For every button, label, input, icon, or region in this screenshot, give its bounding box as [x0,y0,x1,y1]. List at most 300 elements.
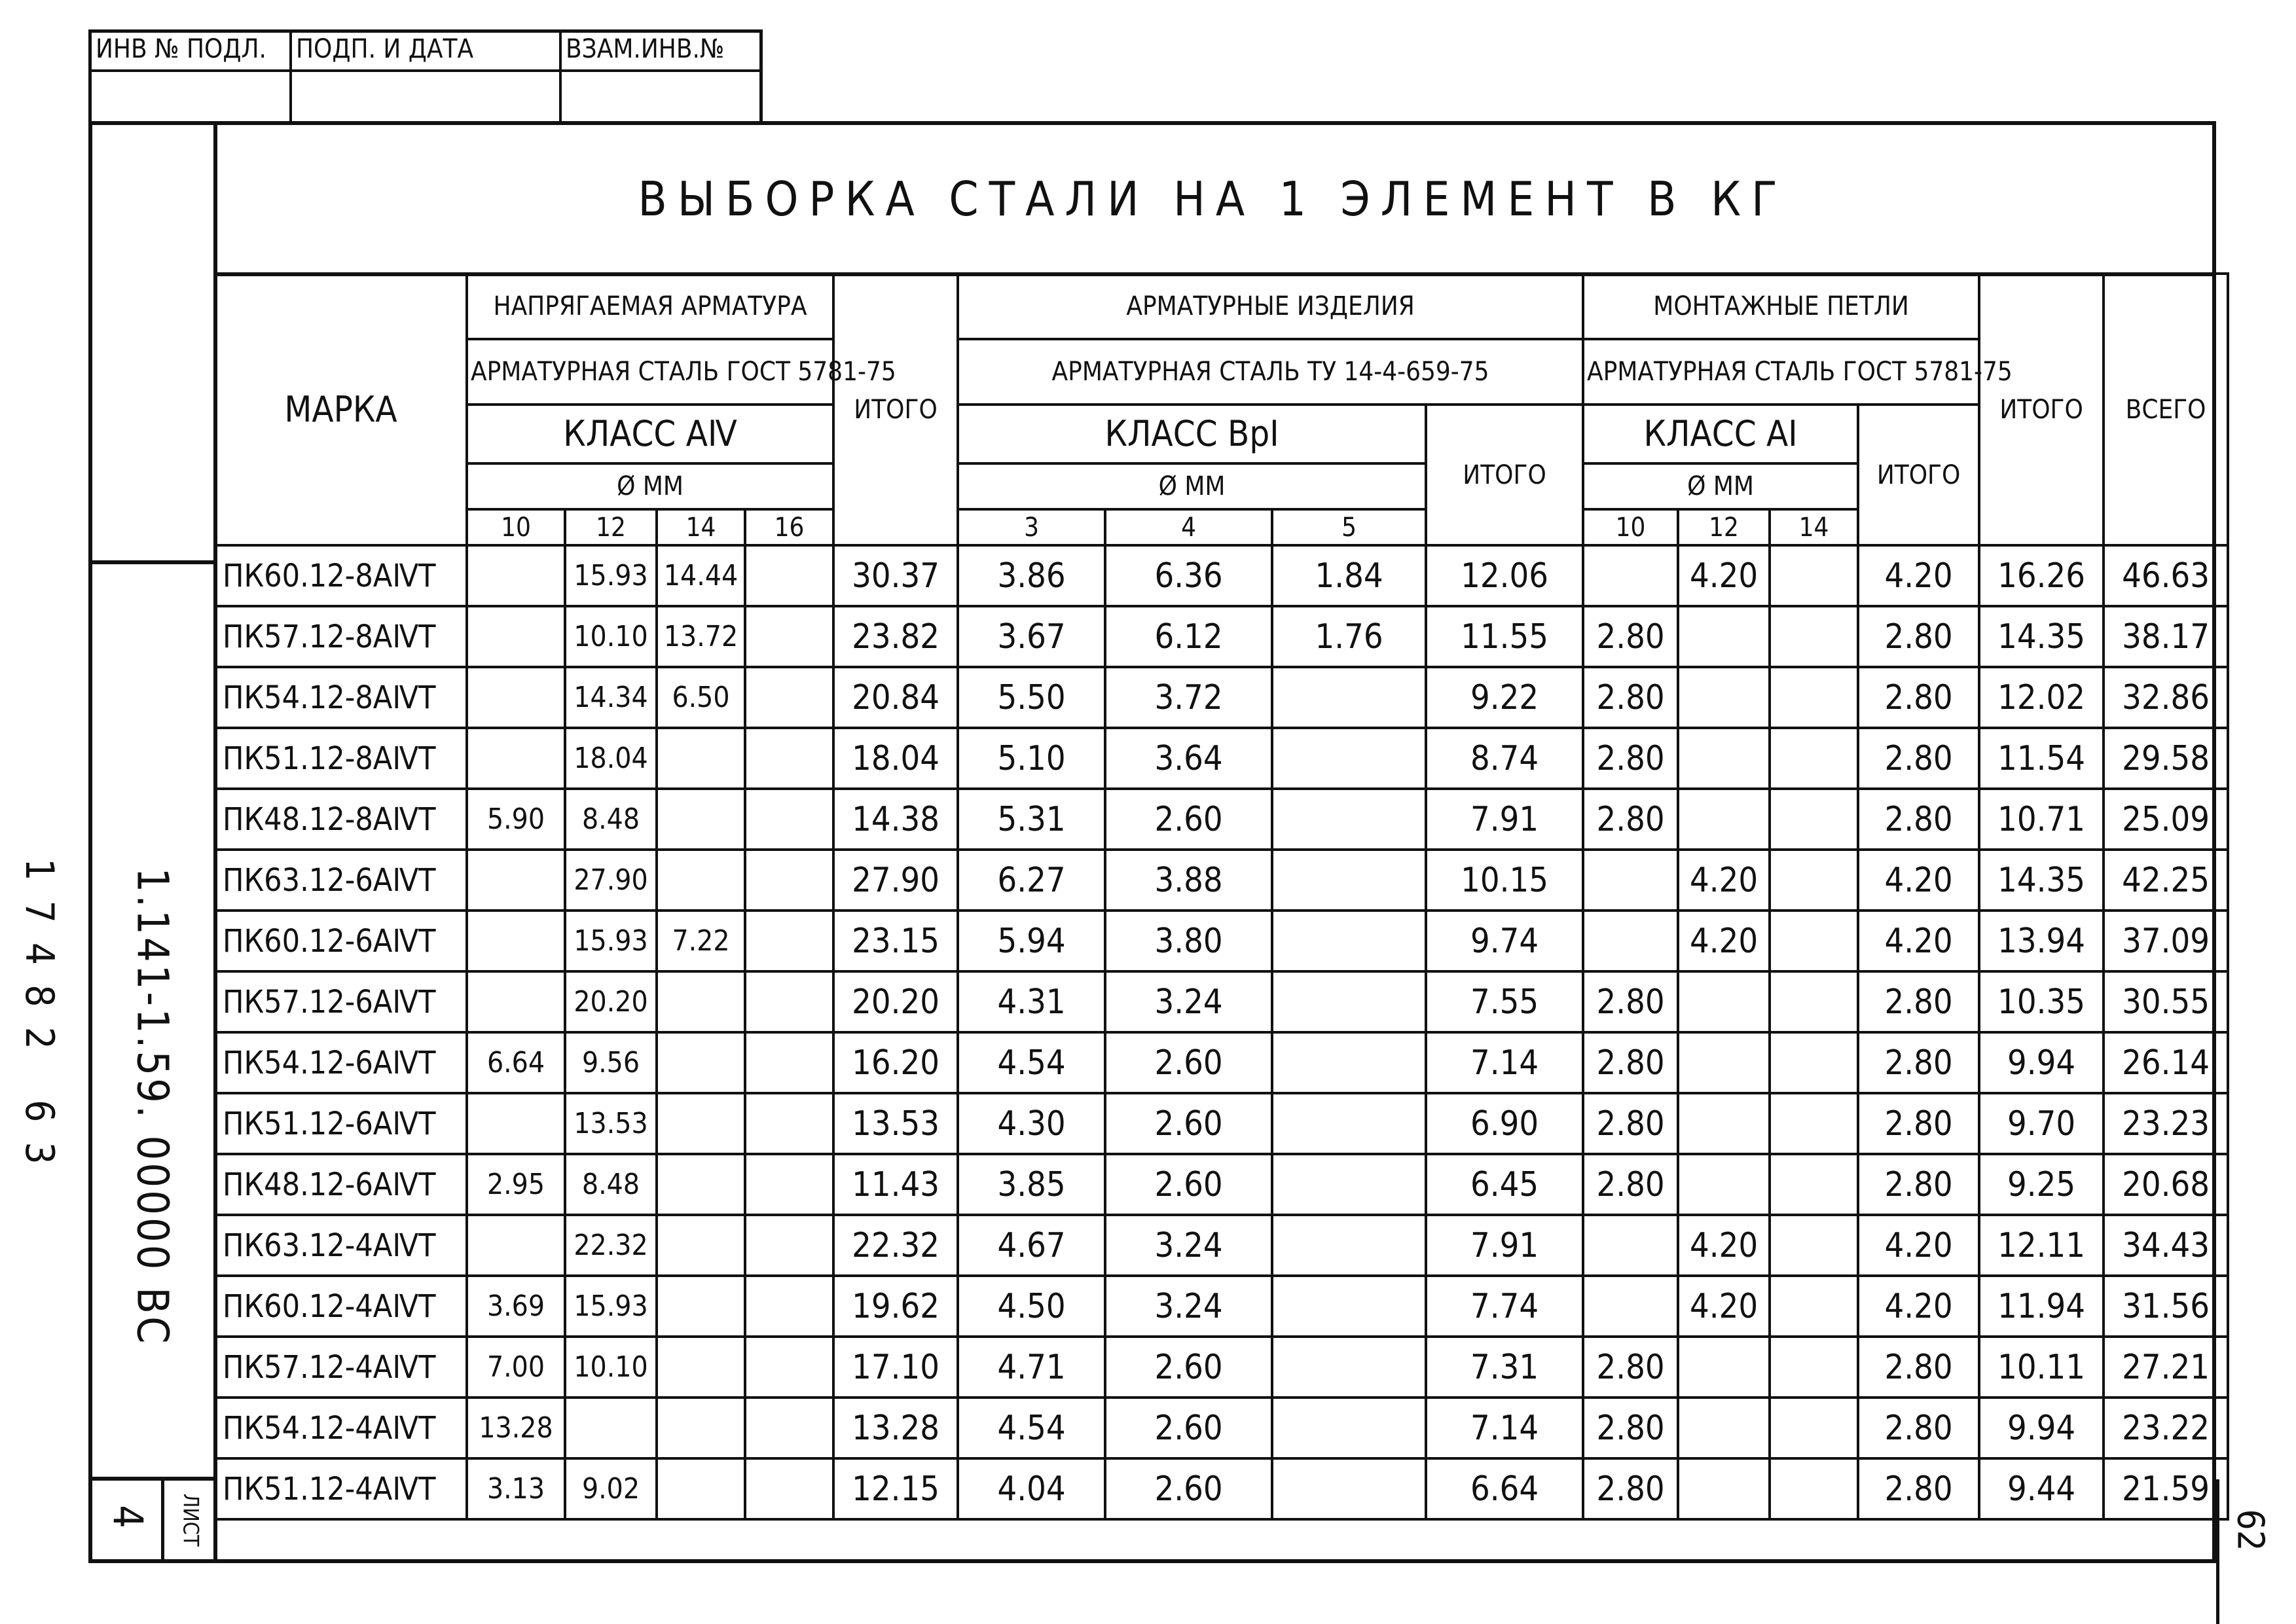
cell-vsego: 29.58 [2104,728,2228,789]
header-d3-10: 10 [1583,509,1678,545]
header-group3-title: МОНТАЖНЫЕ ПЕТЛИ [1583,274,1979,339]
cell-d1-14: 13.72 [657,606,745,667]
cell-d3-12 [1678,971,1770,1032]
cell-itogo: 11.94 [1979,1276,2104,1337]
cell-d2-3: 3.85 [958,1154,1105,1215]
cell-itogo2: 7.31 [1426,1337,1583,1398]
cell-itogo2: 7.55 [1426,971,1583,1032]
cell-d3-12 [1678,789,1770,850]
cell-d2-5 [1272,1032,1426,1093]
cell-d1-16 [745,1093,833,1154]
cell-mark: ПК54.12-8АⅣТ [215,667,467,728]
cell-vsego: 34.43 [2104,1215,2228,1276]
cell-mark: ПК51.12-8АⅣТ [215,728,467,789]
cell-d3-10: 2.80 [1583,1032,1678,1093]
cell-d2-3: 6.27 [958,850,1105,911]
page-number: 62 [2229,1509,2272,1551]
cell-d1-10 [467,971,565,1032]
cell-d3-14 [1770,911,1858,971]
cell-itogo2: 9.74 [1426,911,1583,971]
cell-d2-4: 2.60 [1105,1337,1272,1398]
cell-d3-10: 2.80 [1583,789,1678,850]
cell-itogo2: 7.91 [1426,1215,1583,1276]
cell-itogo1: 13.53 [833,1093,958,1154]
cell-d2-3: 4.67 [958,1215,1105,1276]
cell-d2-3: 3.86 [958,545,1105,606]
cell-d1-12: 14.34 [565,667,657,728]
header-d1-16: 16 [745,509,833,545]
header-group2-class: КЛАСС ВрI [958,405,1426,463]
cell-d2-3: 5.94 [958,911,1105,971]
cell-d2-5: 1.84 [1272,545,1426,606]
cell-d2-4: 2.60 [1105,1032,1272,1093]
cell-d1-10 [467,850,565,911]
cell-d1-12: 9.56 [565,1032,657,1093]
cell-itogo3: 2.80 [1858,1398,1979,1458]
table-row [215,789,2228,850]
cell-d1-12: 15.93 [565,545,657,606]
cell-d1-12: 13.53 [565,1093,657,1154]
cell-d2-3: 4.04 [958,1458,1105,1519]
cell-d1-14: 6.50 [657,667,745,728]
cell-d2-5 [1272,789,1426,850]
cell-itogo3: 2.80 [1858,1032,1979,1093]
table-row [215,850,2228,911]
sheet-box [92,1477,213,1559]
cell-vsego: 25.09 [2104,789,2228,850]
cell-d3-14 [1770,1276,1858,1337]
cell-d1-10 [467,728,565,789]
table-row [215,1398,2228,1458]
cell-d1-14 [657,728,745,789]
cell-mark: ПК54.12-4АⅣТ [215,1398,467,1458]
cell-d1-16 [745,1458,833,1519]
cell-d1-12: 20.20 [565,971,657,1032]
cell-d1-16 [745,1337,833,1398]
header-group1-steel: АРМАТУРНАЯ СТАЛЬ ГОСТ 5781-75 [467,339,833,405]
cell-d1-12: 15.93 [565,1276,657,1337]
cell-d1-10 [467,1215,565,1276]
cell-d1-16 [745,1032,833,1093]
cell-itogo3: 2.80 [1858,667,1979,728]
cell-d3-14 [1770,1215,1858,1276]
cell-d1-10: 13.28 [467,1398,565,1458]
table-row [215,606,2228,667]
cell-d3-10: 2.80 [1583,667,1678,728]
cell-mark: ПК48.12-6АⅣТ [215,1154,467,1215]
cell-d2-3: 4.31 [958,971,1105,1032]
cell-d1-14 [657,1032,745,1093]
cell-itogo2: 7.14 [1426,1032,1583,1093]
cell-d2-4: 2.60 [1105,1093,1272,1154]
cell-d3-10: 2.80 [1583,1154,1678,1215]
cell-vsego: 27.21 [2104,1337,2228,1398]
cell-d2-3: 5.50 [958,667,1105,728]
cell-d1-12: 18.04 [565,728,657,789]
cell-d1-14 [657,1398,745,1458]
cell-itogo: 9.70 [1979,1093,2104,1154]
cell-d3-10: 2.80 [1583,1458,1678,1519]
stamp-inv-value [90,71,291,123]
cell-itogo: 10.71 [1979,789,2104,850]
cell-d1-16 [745,971,833,1032]
cell-d3-12: 4.20 [1678,850,1770,911]
sheet-label-cell [161,1481,217,1559]
cell-d2-3: 5.10 [958,728,1105,789]
cell-d3-12: 4.20 [1678,911,1770,971]
archive-number: 17482 63 [16,858,62,1184]
left-strip [92,125,217,1559]
cell-d1-10 [467,1093,565,1154]
cell-d2-5 [1272,971,1426,1032]
drawing-frame [88,121,2216,1563]
cell-d2-4: 2.60 [1105,789,1272,850]
cell-mark: ПК51.12-6АⅣТ [215,1093,467,1154]
cell-d2-3: 5.31 [958,789,1105,850]
cell-d3-14 [1770,606,1858,667]
cell-itogo2: 7.14 [1426,1398,1583,1458]
header-itogo: ИТОГО [1979,274,2104,545]
cell-itogo3: 4.20 [1858,1276,1979,1337]
cell-d1-14 [657,789,745,850]
cell-vsego: 31.56 [2104,1276,2228,1337]
cell-itogo1: 27.90 [833,850,958,911]
cell-d3-10 [1583,911,1678,971]
cell-d2-5 [1272,1398,1426,1458]
cell-itogo2: 9.22 [1426,667,1583,728]
cell-itogo2: 6.64 [1426,1458,1583,1519]
cell-d3-12 [1678,606,1770,667]
cell-mark: ПК57.12-4АⅣТ [215,1337,467,1398]
cell-itogo2: 8.74 [1426,728,1583,789]
header-d1-14: 14 [657,509,745,545]
header-d2-5: 5 [1272,509,1426,545]
cell-d1-10: 6.64 [467,1032,565,1093]
cell-d1-10 [467,606,565,667]
cell-vsego: 26.14 [2104,1032,2228,1093]
cell-d3-12 [1678,1154,1770,1215]
cell-d1-16 [745,789,833,850]
cell-itogo3: 4.20 [1858,1215,1979,1276]
cell-itogo: 14.35 [1979,606,2104,667]
cell-d1-12 [565,1398,657,1458]
cell-d3-12: 4.20 [1678,1215,1770,1276]
cell-itogo: 10.35 [1979,971,2104,1032]
cell-itogo: 13.94 [1979,911,2104,971]
cell-vsego: 32.86 [2104,667,2228,728]
cell-d1-10: 5.90 [467,789,565,850]
cell-d3-10 [1583,850,1678,911]
cell-vsego: 42.25 [2104,850,2228,911]
cell-d3-14 [1770,1032,1858,1093]
cell-d1-12: 9.02 [565,1458,657,1519]
cell-d1-10: 2.95 [467,1154,565,1215]
cell-itogo1: 30.37 [833,545,958,606]
table-body [215,545,2228,1519]
cell-itogo: 9.25 [1979,1154,2104,1215]
table-row [215,911,2228,971]
cell-itogo3: 4.20 [1858,850,1979,911]
cell-vsego: 23.23 [2104,1093,2228,1154]
cell-itogo2: 7.74 [1426,1276,1583,1337]
cell-d3-14 [1770,1093,1858,1154]
cell-mark: ПК54.12-6АⅣТ [215,1032,467,1093]
cell-d3-10 [1583,545,1678,606]
cell-d1-10: 3.13 [467,1458,565,1519]
cell-d1-14 [657,1154,745,1215]
cell-itogo2: 7.91 [1426,789,1583,850]
cell-d2-5 [1272,911,1426,971]
cell-vsego: 20.68 [2104,1154,2228,1215]
cell-mark: ПК60.12-4АⅣТ [215,1276,467,1337]
cell-vsego: 46.63 [2104,545,2228,606]
table-row [215,728,2228,789]
header-d1-12: 12 [565,509,657,545]
stamp-replace-value [560,71,761,123]
header-d3-14: 14 [1770,509,1858,545]
document-code: 1.141-1.59. 00000 ВС [127,867,178,1346]
cell-itogo1: 20.84 [833,667,958,728]
cell-itogo1: 11.43 [833,1154,958,1215]
stamp-replace-label: ВЗАМ.ИНВ.№ [560,31,761,71]
table-row [215,545,2228,606]
cell-itogo1: 20.20 [833,971,958,1032]
cell-d1-16 [745,1276,833,1337]
header-group3-steel: АРМАТУРНАЯ СТАЛЬ ГОСТ 5781-75 [1583,339,1979,405]
cell-itogo2: 10.15 [1426,850,1583,911]
cell-d2-4: 6.12 [1105,606,1272,667]
table-row [215,1032,2228,1093]
cell-d3-12 [1678,1032,1770,1093]
cell-d1-16 [745,606,833,667]
cell-itogo: 12.02 [1979,667,2104,728]
cell-d3-12 [1678,1337,1770,1398]
header-group2-title: АРМАТУРНЫЕ ИЗДЕЛИЯ [958,274,1583,339]
header-mark: МАРКА [215,274,467,545]
cell-d3-12 [1678,1398,1770,1458]
cell-d1-16 [745,1215,833,1276]
cell-d3-12: 4.20 [1678,545,1770,606]
header-group1-dia: Ø ММ [467,463,833,509]
cell-d3-10: 2.80 [1583,1398,1678,1458]
cell-d3-14 [1770,1154,1858,1215]
table-row [215,971,2228,1032]
cell-d2-5 [1272,1154,1426,1215]
cell-d3-14 [1770,1458,1858,1519]
cell-d3-14 [1770,971,1858,1032]
cell-d3-14 [1770,1337,1858,1398]
cell-d3-12 [1678,1093,1770,1154]
cell-d2-4: 3.24 [1105,971,1272,1032]
header-group2-dia: Ø ММ [958,463,1426,509]
cell-d2-5 [1272,850,1426,911]
cell-d1-16 [745,545,833,606]
cell-itogo2: 11.55 [1426,606,1583,667]
cell-itogo3: 4.20 [1858,545,1979,606]
cell-mark: ПК51.12-4АⅣТ [215,1458,467,1519]
cell-d1-16 [745,911,833,971]
cell-vsego: 30.55 [2104,971,2228,1032]
cell-d3-12 [1678,1458,1770,1519]
cell-itogo1: 23.15 [833,911,958,971]
cell-itogo1: 16.20 [833,1032,958,1093]
header-itogo1: ИТОГО [833,274,958,545]
header-group1-class: КЛАСС АⅣ [467,405,833,463]
cell-itogo: 9.94 [1979,1032,2104,1093]
cell-itogo1: 19.62 [833,1276,958,1337]
header-itogo2: ИТОГО [1426,405,1583,545]
cell-d1-10 [467,911,565,971]
cell-d3-14 [1770,545,1858,606]
cell-d3-12: 4.20 [1678,1276,1770,1337]
cell-d2-4: 2.60 [1105,1458,1272,1519]
header-group3-class: КЛАСС АI [1583,405,1858,463]
cell-itogo3: 2.80 [1858,1337,1979,1398]
cell-d2-4: 3.64 [1105,728,1272,789]
cell-mark: ПК57.12-8АⅣТ [215,606,467,667]
cell-d3-10 [1583,1215,1678,1276]
cell-d1-14 [657,971,745,1032]
header-itogo3: ИТОГО [1858,405,1979,545]
cell-d2-4: 3.72 [1105,667,1272,728]
cell-d2-5 [1272,728,1426,789]
cell-itogo1: 13.28 [833,1398,958,1458]
cell-d2-4: 2.60 [1105,1398,1272,1458]
table-row [215,1154,2228,1215]
cell-d1-12: 8.48 [565,1154,657,1215]
cell-d2-4: 3.80 [1105,911,1272,971]
header-d3-12: 12 [1678,509,1770,545]
cell-d3-12 [1678,728,1770,789]
cell-d3-12 [1678,667,1770,728]
table-row [215,667,2228,728]
cell-d3-10: 2.80 [1583,1337,1678,1398]
cell-d2-5 [1272,1093,1426,1154]
cell-d3-10: 2.80 [1583,728,1678,789]
cell-itogo3: 2.80 [1858,728,1979,789]
cell-vsego: 38.17 [2104,606,2228,667]
steel-selection-table [213,272,2229,1521]
cell-itogo: 12.11 [1979,1215,2104,1276]
cell-mark: ПК48.12-8АⅣТ [215,789,467,850]
cell-itogo2: 6.45 [1426,1154,1583,1215]
cell-d2-5: 1.76 [1272,606,1426,667]
cell-itogo3: 2.80 [1858,1093,1979,1154]
cell-itogo1: 17.10 [833,1337,958,1398]
header-d2-3: 3 [958,509,1105,545]
cell-d2-3: 4.30 [958,1093,1105,1154]
cell-d2-3: 4.54 [958,1398,1105,1458]
cell-itogo: 9.94 [1979,1398,2104,1458]
header-vsego: ВСЕГО [2104,274,2228,545]
cell-d3-10: 2.80 [1583,1093,1678,1154]
cell-d1-14 [657,1458,745,1519]
cell-d1-16 [745,1398,833,1458]
cell-d3-14 [1770,850,1858,911]
stamp-inv-label: ИНВ № ПОДЛ. [90,31,291,71]
cell-mark: ПК60.12-6АⅣТ [215,911,467,971]
cell-d1-12: 10.10 [565,1337,657,1398]
cell-vsego: 37.09 [2104,911,2228,971]
cell-itogo2: 6.90 [1426,1093,1583,1154]
cell-d2-4: 3.88 [1105,850,1272,911]
cell-itogo: 11.54 [1979,728,2104,789]
cell-vsego: 23.22 [2104,1398,2228,1458]
cell-itogo3: 2.80 [1858,1458,1979,1519]
cell-mark: ПК57.12-6АⅣТ [215,971,467,1032]
table-row [215,1458,2228,1519]
header-group2-steel: АРМАТУРНАЯ СТАЛЬ ТУ 14-4-659-75 [958,339,1583,405]
stamp-sign-value [291,71,560,123]
page-number-divider [2216,1479,2219,1624]
cell-itogo1: 18.04 [833,728,958,789]
cell-d3-10: 2.80 [1583,606,1678,667]
cell-itogo1: 23.82 [833,606,958,667]
table-row [215,1093,2228,1154]
cell-d1-10 [467,545,565,606]
cell-itogo: 16.26 [1979,545,2104,606]
stamp-sign-label: ПОДП. И ДАТА [291,31,560,71]
cell-d1-14 [657,850,745,911]
cell-d2-4: 3.24 [1105,1276,1272,1337]
cell-d2-3: 3.67 [958,606,1105,667]
cell-d1-12: 27.90 [565,850,657,911]
table-title: ВЫБОРКА СТАЛИ НА 1 ЭЛЕМЕНТ В КГ [213,125,2212,276]
cell-d2-5 [1272,1215,1426,1276]
cell-d2-3: 4.50 [958,1276,1105,1337]
cell-d1-16 [745,1154,833,1215]
cell-d1-10: 3.69 [467,1276,565,1337]
cell-itogo3: 2.80 [1858,1154,1979,1215]
cell-d1-14: 7.22 [657,911,745,971]
cell-itogo3: 2.80 [1858,789,1979,850]
cell-d3-14 [1770,1398,1858,1458]
cell-d1-12: 10.10 [565,606,657,667]
cell-d1-16 [745,667,833,728]
cell-vsego: 21.59 [2104,1458,2228,1519]
cell-d3-14 [1770,789,1858,850]
cell-d1-14 [657,1093,745,1154]
cell-d1-10 [467,667,565,728]
cell-d1-14: 14.44 [657,545,745,606]
approval-stamp [88,29,763,124]
cell-d1-10: 7.00 [467,1337,565,1398]
table-row [215,1215,2228,1276]
header-group1-title: НАПРЯГАЕМАЯ АРМАТУРА [467,274,833,339]
cell-d1-14 [657,1337,745,1398]
sheet-label: ЛИСТ [178,1493,203,1547]
header-d2-4: 4 [1105,509,1272,545]
table-row [215,1337,2228,1398]
cell-d2-5 [1272,667,1426,728]
cell-d3-10: 2.80 [1583,971,1678,1032]
cell-d1-12: 15.93 [565,911,657,971]
cell-itogo: 10.11 [1979,1337,2104,1398]
cell-itogo1: 14.38 [833,789,958,850]
cell-itogo: 14.35 [1979,850,2104,911]
cell-d1-14 [657,1215,745,1276]
cell-d1-16 [745,728,833,789]
left-strip-divider [92,560,213,564]
cell-mark: ПК60.12-8АⅣТ [215,545,467,606]
cell-mark: ПК63.12-6АⅣТ [215,850,467,911]
cell-d2-4: 6.36 [1105,545,1272,606]
cell-itogo: 9.44 [1979,1458,2104,1519]
cell-d2-3: 4.71 [958,1337,1105,1398]
cell-d2-3: 4.54 [958,1032,1105,1093]
cell-d2-4: 3.24 [1105,1215,1272,1276]
cell-d1-12: 22.32 [565,1215,657,1276]
